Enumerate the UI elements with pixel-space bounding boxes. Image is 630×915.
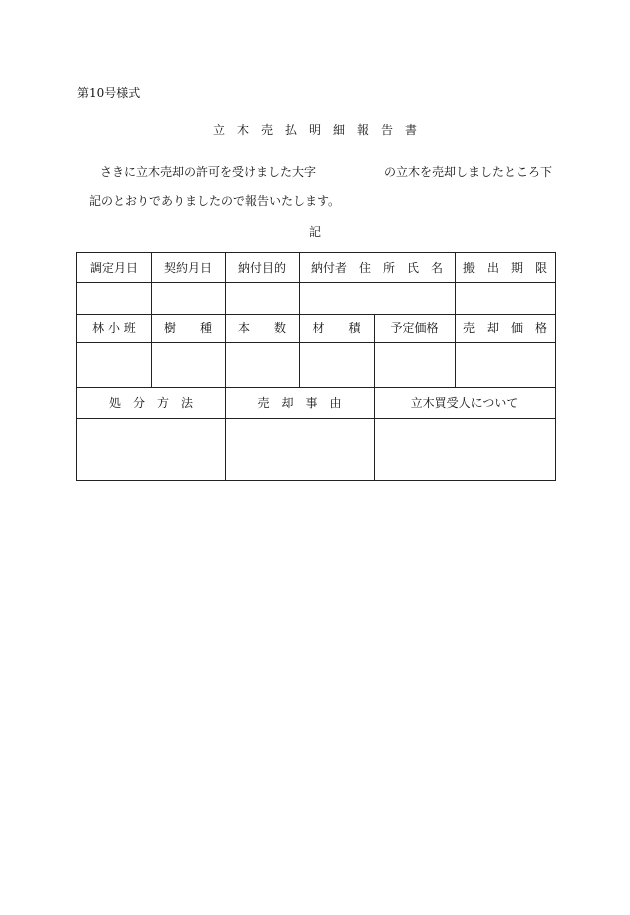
blank-cell [77,342,151,387]
header-shobun-hoho: 処 分 方 法 [108,395,193,410]
blank-cell [299,342,374,387]
blank-cell [225,342,299,387]
blank-cell [77,418,225,480]
blank-cell [455,342,555,387]
blank-cell [151,282,225,314]
blank-cell [151,342,225,387]
blank-cell [299,282,455,314]
body-text-line2: 記のとおりでありましたので報告いたします。 [89,194,341,208]
header-ryuboku-kaiukenin: 立木買受人について [410,395,519,410]
blank-cell [374,418,555,480]
header-zaiseki: 材 積 [312,321,361,335]
form-number: 第10号様式 [77,86,141,100]
header-hanshutsu-kigen: 搬 出 期 限 [462,260,547,275]
header-nofu-mokuteki: 納付目的 [237,260,286,275]
blank-cell [455,282,555,314]
header-chotei-gappi: 調定月日 [89,260,138,275]
body-text-line1-start: さきに立木売却の許可を受けました大字 [100,165,317,179]
header-honsu: 本 数 [237,321,286,335]
header-baikyaku-kakaku: 売 却 価 格 [462,321,547,335]
blank-cell [374,342,455,387]
blank-cell [77,282,151,314]
blank-cell [225,418,374,480]
report-table [76,252,556,481]
header-rin-shohan: 林 小 班 [92,321,136,335]
header-nofusha-jusho-shimei: 納付者 住 所 氏 名 [310,260,443,275]
header-baikyaku-jiyu: 売 却 事 由 [257,395,342,410]
blank-cell [225,282,299,314]
header-yotei-kakaku: 予定価格 [390,321,439,335]
header-keiyaku-gappi: 契約月日 [163,260,212,275]
document-title: 立 木 売 払 明 細 報 告 書 [212,123,417,137]
body-text-line1-end: の立木を売却しましたところ下 [384,165,553,179]
header-jushu: 樹 種 [163,321,212,335]
ki-label: 記 [308,225,321,239]
